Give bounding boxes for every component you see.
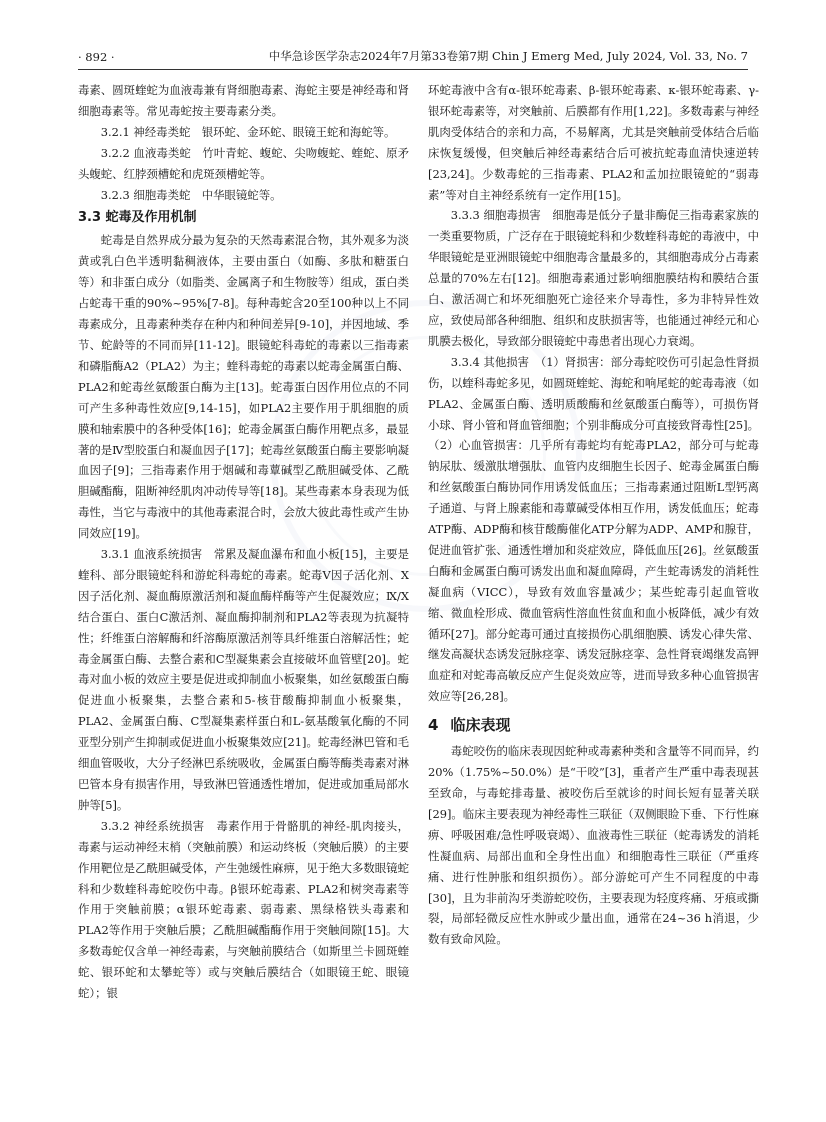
section-title: 临床表现 [450,716,511,735]
section-3-3-1: 3.3.1 血液系统损害 常累及凝血瀑布和血小板[15]，主要是蝰科、部分眼镜蛇科和游蛇科毒蛇的毒素。蛇毒Ⅴ因子活化剂、Ⅹ因子活化剂、凝血酶原激活剂和凝血酶样酶等产生促凝效应；Ⅸ/Ⅹ结合蛋白、蛋白C激活剂、凝血酶抑制剂和PLA2等表现为抗凝特性；纤维蛋白溶解酶和纤溶酶原激活剂等具纤维蛋白溶解活性；蛇毒金属蛋白酶、去整合素和C型凝集素会直接破坏血管壁[20]。蛇毒对血小板的效应主要是促进或抑制血小板聚集，如丝氨酸蛋白酶促进血小板聚集，去整合素和5-核苷酸酶抑制血小板聚集，PLA2、金属蛋白酶、C型凝集素样蛋白和L-氨基酸氧化酶的不同亚型分别产生抑制或促进血小板聚集效应[21]。蛇毒经淋巴管和毛细血管吸收，大分子经淋巴系统吸收，金属蛋白酶等酶类毒素对淋巴管本身有损害作用，导致淋巴管通透性增加，促进或加重局部水肿等[5]。 [78,547,409,812]
running-header [78,44,748,64]
section-3-2-1: 3.2.1 神经毒类蛇 银环蛇、金环蛇、眼镜王蛇和海蛇等。 [100,124,396,139]
header-rule [78,69,748,70]
section-heading-4 [428,713,759,737]
left-column [78,80,409,1004]
paragraph: 蛇毒是自然界成分最为复杂的天然毒素混合物，其外观多为淡黄或乳白色半透明黏稠液体，主要由蛋白（如酶、多肽和糖蛋白等）和非蛋白成分（如脂类、金属离子和生物胺等）组成，蛋白类占蛇毒干重的90%~95%[7-8]。每种毒蛇含20至100种以上不同毒素成分，且毒素种类存在种内和种间差异[9-10]，并因地域、季节、蛇龄等的不同而异[11-12]。眼镜蛇科毒蛇的毒素以三指毒素和磷脂酶A2（PLA2）为主；蝰科毒蛇的毒素以蛇毒金属蛋白酶、PLA2和蛇毒丝氨酸蛋白酶为主[13]。蛇毒蛋白因作用位点的不同可产生多种毒性效应[9,14-15]，如PLA2主要作用于肌细胞的质膜和轴索膜中的各种受体[16]；蛇毒金属蛋白酶作用靶点多，最显著的是Ⅳ型胶蛋白和凝血因子[17]；蛇毒丝氨酸蛋白酶主要影响凝血因子[9]；三指毒素作用于烟碱和毒蕈碱型乙酰胆碱受体、乙酰胆碱酯酶，阻断神经肌肉冲动传导等[18]。某些毒素本身表现为低毒性，当它与毒液中的其他毒素混合时，会放大彼此毒性或产生协同效应[19]。 [78,233,409,541]
section-3-3-2: 3.3.2 神经系统损害 毒素作用于骨骼肌的神经-肌肉接头，毒素与运动神经末梢（突触前膜）和运动终板（突触后膜）的主要作用靶位是乙酰胆碱受体，产生弛缓性麻痹，见于绝大多数眼镜蛇科和少数蝰科毒蛇咬伤中毒。β银环蛇毒素、PLA2和树突毒素等作用于突触前膜；α银环蛇毒素、弱毒素、黑绿格铁头毒素和PLA2等作用于突触后膜；乙酰胆碱酯酶作用于突触间隙[15]。大多数毒蛇仅含单一神经毒素，与突触前膜结合（如斯里兰卡圆斑蝰蛇、银环蛇和太攀蛇等）或与突触后膜结合（如眼镜王蛇、眼镜蛇）；银 [78,818,409,1001]
section-3-2-2: 3.2.2 血液毒类蛇 竹叶青蛇、蝮蛇、尖吻蝮蛇、蝰蛇、原矛头蝮蛇、红脖颈槽蛇和虎斑颈槽蛇等。 [78,145,409,181]
paragraph: 环蛇毒液中含有α-银环蛇毒素、β-银环蛇毒素、κ-银环蛇毒素、γ-银环蛇毒素等，对突触前、后膜都有作用[1,22]。多数毒素与神经肌肉受体结合的亲和力高，不易解离，尤其是突触前受体结合后临床恢复缓慢，但突触后神经毒素结合后可被抗蛇毒血清快速逆转[23,24]。少数毒蛇的三指毒素、PLA2和孟加拉眼镜蛇的“弱毒素”等对自主神经系统有一定作用[15]。 [428,83,759,202]
section-3-2-3: 3.2.3 细胞毒类蛇 中华眼镜蛇等。 [100,187,282,202]
section-heading-3-3: 3.3 蛇毒及作用机制 [78,210,197,226]
section-3-3-4: 3.3.4 其他损害 （1）肾损害：部分毒蛇咬伤可引起急性肾损伤，以蝰科毒蛇多见，如圆斑蝰蛇、海蛇和响尾蛇的蛇毒毒液（如PLA2、金属蛋白酶、透明质酸酶和丝氨酸蛋白酶等），可损伤肾小球、肾小管和肾血管细胞；个别非酶成分可直接致肾毒性[25]。（2）心血管损害：几乎所有毒蛇均有蛇毒PLA2，部分可与蛇毒钠尿肽、缓激肽增强肽、血管内皮细胞生长因子、蛇毒金属蛋白酶和丝氨酸蛋白酶协同作用诱发低血压；三指毒素通过阻断L型钙离子通道、与肾上腺素能和毒蕈碱受体相互作用，诱发低血压；蛇毒ATP酶、ADP酶和核苷酸酶催化ATP分解为ADP、AMP和腺苷，促进血管扩张、通透性增加和炎症效应，降低血压[26]。丝氨酸蛋白酶和金属蛋白酶可诱发出血和凝血障碍，产生蛇毒诱发的消耗性凝血病（VICC），导致有效血容量减少；某些蛇毒引起血管收缩、微血栓形成、微血管病性溶血性贫血和血小板降低，减少有效循环[27]。部分蛇毒可通过直接损伤心肌细胞膜、诱发心律失常、继发高凝状态诱发冠脉痉挛、诱发冠脉痉挛、急性肾衰竭继发高钾血症和对蛇毒高敏反应产生促炎效应等，进而导致多种心血管损害效应等[26,28]。 [428,354,759,704]
paragraph: 毒蛇咬伤的临床表现因蛇种或毒素种类和含量等不同而异，约20%（1.75%~50.0%）是“干咬”[3]，重者产生严重中毒表现甚至致命，与毒蛇排毒量、被咬伤后至就诊的时间长短有显著关联[29]。临床主要表现为神经毒性三联征（双侧眼睑下垂、下行性麻痹、呼吸困难/急性呼吸衰竭）、血液毒性三联征（蛇毒诱发的消耗性凝血病、局部出血和全身性出血）和细胞毒性三联征（严重疼痛、进行性肿胀和组织损伤）。部分游蛇可产生不同程度的中毒[30]，且为非前沟牙类游蛇咬伤，主要表现为轻度疼痛、牙痕或撕裂，局部轻微反应性水肿或少量出血，通常在24~36 h消退，少数有致命风险。 [428,744,759,947]
right-column [428,80,759,950]
page-number: · 892 · [78,50,115,64]
journal-citation: 中华急诊医学杂志2024年7月第33卷第7期 Chin J Emerg Med, July 2024, Vol. 33, No. 7 [268,49,748,63]
section-3-3-3: 3.3.3 细胞毒损害 细胞毒是低分子量非酶促三指毒素家族的一类重要物质，广泛存在于眼镜蛇科和少数蝰科毒蛇的毒液中，中华眼镜蛇是亚洲眼镜蛇中细胞毒含量最多的，其细胞毒成分占毒素总量的70%左右[12]。细胞毒素通过影响细胞膜结构和膜结合蛋白、激活凋亡和坏死细胞死亡途径来介导毒性，多为非特异性效应，致使局部各种细胞、组织和皮肤损害等，也能通过神经元和心肌膜去极化，导致部分眼镜蛇中毒患者出现心力衰竭。 [428,208,759,348]
section-number: 4 [428,716,439,735]
paragraph: 毒素、圆斑蝰蛇为血液毒兼有肾细胞毒素、海蛇主要是神经毒和肾细胞毒素等。常见毒蛇按主要毒素分类。 [78,83,409,118]
